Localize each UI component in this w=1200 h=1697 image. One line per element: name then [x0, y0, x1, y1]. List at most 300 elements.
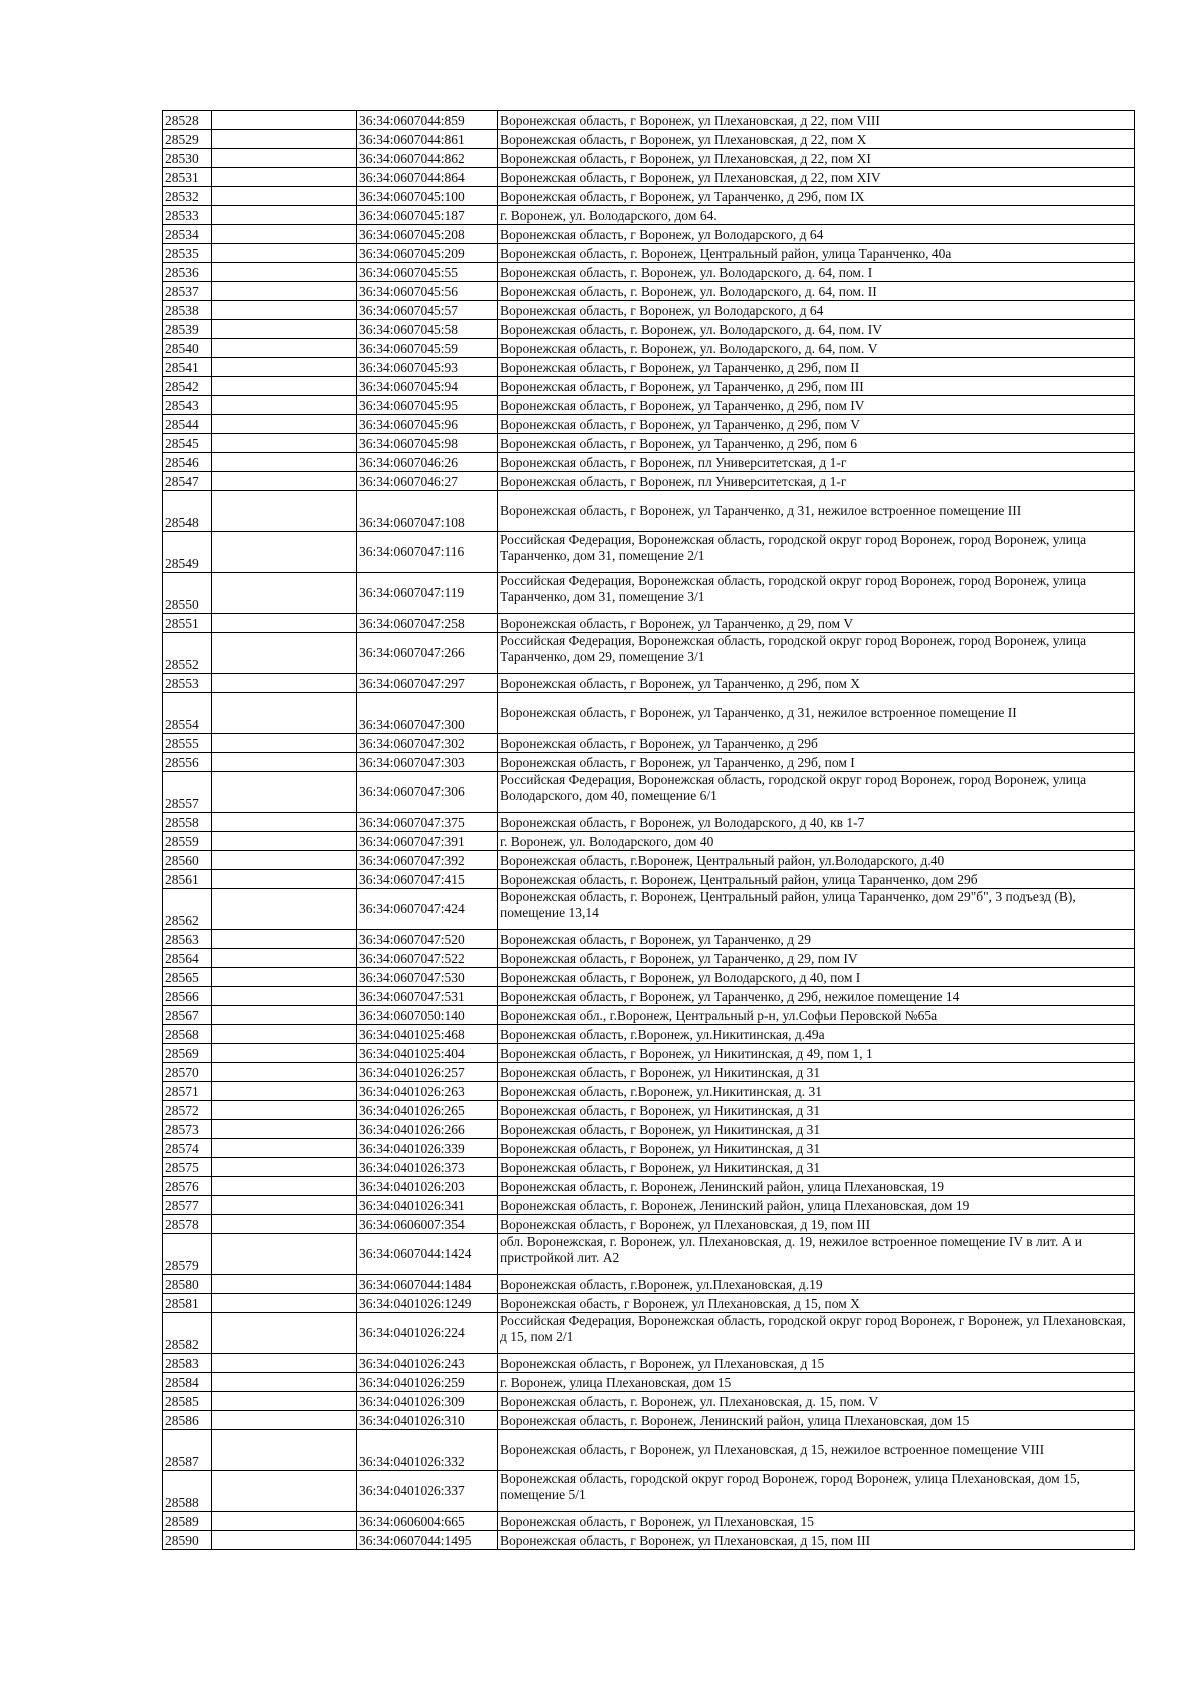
- row-number-cell: 28560: [163, 851, 212, 870]
- cadastral-number-cell: 36:34:0607047:116: [357, 532, 498, 573]
- row-number-cell: 28569: [163, 1044, 212, 1063]
- cadastral-number-cell: 36:34:0401026:337: [357, 1471, 498, 1512]
- cadastral-number-cell: 36:34:0607046:26: [357, 453, 498, 472]
- address-cell: Воронежская область, г Воронеж, ул Плехановская, д 22, пом X: [498, 130, 1135, 149]
- row-number-cell: 28573: [163, 1120, 212, 1139]
- address-cell: Воронежская область, г Воронеж, ул Никитинская, д 31: [498, 1120, 1135, 1139]
- address-cell: Воронежская область, г Воронеж, ул Таранченко, д 31, нежилое встроенное помещение II: [498, 693, 1135, 734]
- empty-cell: [212, 396, 357, 415]
- row-number-cell: 28540: [163, 339, 212, 358]
- address-cell: г. Воронеж, ул. Володарского, дом 64.: [498, 206, 1135, 225]
- empty-cell: [212, 301, 357, 320]
- table-row: [163, 851, 1135, 870]
- cadastral-number-cell: 36:34:0607044:1484: [357, 1275, 498, 1294]
- cadastral-number-cell: 36:34:0607045:208: [357, 225, 498, 244]
- row-number-cell: 28564: [163, 949, 212, 968]
- table-row: [163, 772, 1135, 813]
- address-cell: Воронежская область, г.Воронеж, ул.Плехановская, д.19: [498, 1275, 1135, 1294]
- cadastral-number-cell: 36:34:0401025:404: [357, 1044, 498, 1063]
- empty-cell: [212, 614, 357, 633]
- empty-cell: [212, 987, 357, 1006]
- address-cell: Воронежская область, г. Воронеж, Ленинский район, улица Плехановская, дом 19: [498, 1196, 1135, 1215]
- empty-cell: [212, 930, 357, 949]
- address-cell: Воронежская область, г Воронеж, ул Плехановская, 15: [498, 1512, 1135, 1531]
- table-row: [163, 396, 1135, 415]
- row-number-cell: 28533: [163, 206, 212, 225]
- empty-cell: [212, 1006, 357, 1025]
- cadastral-number-cell: 36:34:0607045:57: [357, 301, 498, 320]
- address-cell: Российская Федерация, Воронежская область, городской округ город Воронеж, город Воронеж, улица Володарского, дом 40, помещение 6/1: [498, 772, 1135, 813]
- address-cell: Воронежская область, г Воронеж, ул Таранченко, д 29б: [498, 734, 1135, 753]
- row-number-cell: 28538: [163, 301, 212, 320]
- row-number-cell: 28536: [163, 263, 212, 282]
- empty-cell: [212, 1512, 357, 1531]
- address-cell: Воронежская область, г Воронеж, ул Никитинская, д 31: [498, 1101, 1135, 1120]
- address-cell: Воронежская область, г Воронеж, ул Плехановская, д 15, нежилое встроенное помещение VIII: [498, 1430, 1135, 1471]
- row-number-cell: 28555: [163, 734, 212, 753]
- table-row: [163, 1044, 1135, 1063]
- table-row: [163, 1215, 1135, 1234]
- empty-cell: [212, 1392, 357, 1411]
- empty-cell: [212, 168, 357, 187]
- empty-cell: [212, 1430, 357, 1471]
- row-number-cell: 28532: [163, 187, 212, 206]
- cadastral-number-cell: 36:34:0607047:415: [357, 870, 498, 889]
- empty-cell: [212, 434, 357, 453]
- empty-cell: [212, 1373, 357, 1392]
- cadastral-number-cell: 36:34:0607047:391: [357, 832, 498, 851]
- cadastral-number-cell: 36:34:0607047:424: [357, 889, 498, 930]
- row-number-cell: 28528: [163, 111, 212, 130]
- table-row: [163, 1430, 1135, 1471]
- cadastral-number-cell: 36:34:0607047:522: [357, 949, 498, 968]
- table-row: [163, 225, 1135, 244]
- address-cell: Воронежская область, г. Воронеж, Центральный район, улица Таранченко, дом 29"б", 3 подъезд (В), помещение 13,14: [498, 889, 1135, 930]
- cadastral-number-cell: 36:34:0401026:263: [357, 1082, 498, 1101]
- address-cell: Воронежская область, г Воронеж, ул Таранченко, д 29б, пом III: [498, 377, 1135, 396]
- address-cell: обл. Воронежская, г. Воронеж, ул. Плехановская, д. 19, нежилое встроенное помещение IV в лит. А и пристройкой лит. А2: [498, 1234, 1135, 1275]
- row-number-cell: 28579: [163, 1234, 212, 1275]
- address-cell: Воронежская область, г. Воронеж, ул. Плехановская, д. 15, пом. V: [498, 1392, 1135, 1411]
- row-number-cell: 28557: [163, 772, 212, 813]
- row-number-cell: 28590: [163, 1531, 212, 1550]
- empty-cell: [212, 1313, 357, 1354]
- row-number-cell: 28577: [163, 1196, 212, 1215]
- cadastral-number-cell: 36:34:0401026:309: [357, 1392, 498, 1411]
- table-row: [163, 301, 1135, 320]
- row-number-cell: 28570: [163, 1063, 212, 1082]
- cadastral-number-cell: 36:34:0401026:341: [357, 1196, 498, 1215]
- cadastral-number-cell: 36:34:0607045:96: [357, 415, 498, 434]
- table-row: [163, 263, 1135, 282]
- row-number-cell: 28576: [163, 1177, 212, 1196]
- row-number-cell: 28559: [163, 832, 212, 851]
- table-row: [163, 453, 1135, 472]
- address-cell: Воронежская область, г Воронеж, ул Таранченко, д 31, нежилое встроенное помещение III: [498, 491, 1135, 532]
- row-number-cell: 28575: [163, 1158, 212, 1177]
- cadastral-number-cell: 36:34:0401026:339: [357, 1139, 498, 1158]
- table-row: [163, 753, 1135, 772]
- address-cell: Воронежская область, г Воронеж, ул Плехановская, д 22, пом XIV: [498, 168, 1135, 187]
- table-row: [163, 1063, 1135, 1082]
- table-row: [163, 1512, 1135, 1531]
- cadastral-number-cell: 36:34:0607047:303: [357, 753, 498, 772]
- table-row: [163, 434, 1135, 453]
- row-number-cell: 28580: [163, 1275, 212, 1294]
- empty-cell: [212, 1294, 357, 1313]
- table-row: [163, 244, 1135, 263]
- registry-table-body: [163, 111, 1135, 1550]
- address-cell: Воронежская область, г Воронеж, ул Таранченко, д 29б, нежилое помещение 14: [498, 987, 1135, 1006]
- empty-cell: [212, 206, 357, 225]
- address-cell: Воронежская область, г.Воронеж, ул.Никитинская, д. 31: [498, 1082, 1135, 1101]
- cadastral-number-cell: 36:34:0607044:859: [357, 111, 498, 130]
- table-row: [163, 1101, 1135, 1120]
- empty-cell: [212, 472, 357, 491]
- empty-cell: [212, 1354, 357, 1373]
- cadastral-number-cell: 36:34:0607044:862: [357, 149, 498, 168]
- cadastral-number-cell: 36:34:0607045:98: [357, 434, 498, 453]
- cadastral-number-cell: 36:34:0401026:203: [357, 1177, 498, 1196]
- table-row: [163, 889, 1135, 930]
- address-cell: Воронежская обасть, г Воронеж, ул Плехановская, д 15, пом X: [498, 1294, 1135, 1313]
- address-cell: Воронежская область, г. Воронеж, Ленинский район, улица Плехановская, дом 15: [498, 1411, 1135, 1430]
- row-number-cell: 28542: [163, 377, 212, 396]
- empty-cell: [212, 674, 357, 693]
- cadastral-number-cell: 36:34:0401026:243: [357, 1354, 498, 1373]
- empty-cell: [212, 813, 357, 832]
- table-row: [163, 1120, 1135, 1139]
- table-row: [163, 1313, 1135, 1354]
- table-row: [163, 633, 1135, 674]
- empty-cell: [212, 453, 357, 472]
- empty-cell: [212, 263, 357, 282]
- empty-cell: [212, 1531, 357, 1550]
- empty-cell: [212, 832, 357, 851]
- cadastral-number-cell: 36:34:0607047:258: [357, 614, 498, 633]
- empty-cell: [212, 1044, 357, 1063]
- table-row: [163, 674, 1135, 693]
- table-row: [163, 1471, 1135, 1512]
- address-cell: Воронежская область, г Воронеж, ул Плехановская, д 15: [498, 1354, 1135, 1373]
- empty-cell: [212, 358, 357, 377]
- table-row: [163, 168, 1135, 187]
- address-cell: Российская Федерация, Воронежская область, городской округ город Воронеж, город Воронеж, улица Таранченко, дом 31, помещение 2/1: [498, 532, 1135, 573]
- empty-cell: [212, 870, 357, 889]
- table-row: [163, 1392, 1135, 1411]
- cadastral-number-cell: 36:34:0607047:392: [357, 851, 498, 870]
- table-row: [163, 491, 1135, 532]
- table-row: [163, 1531, 1135, 1550]
- row-number-cell: 28566: [163, 987, 212, 1006]
- table-row: [163, 573, 1135, 614]
- cadastral-number-cell: 36:34:0607044:861: [357, 130, 498, 149]
- address-cell: Воронежская область, г Воронеж, ул Никитинская, д 31: [498, 1063, 1135, 1082]
- cadastral-number-cell: 36:34:0607045:93: [357, 358, 498, 377]
- row-number-cell: 28582: [163, 1313, 212, 1354]
- table-row: [163, 1373, 1135, 1392]
- table-row: [163, 1006, 1135, 1025]
- address-cell: Воронежская область, г. Воронеж, Ленинский район, улица Плехановская, 19: [498, 1177, 1135, 1196]
- empty-cell: [212, 415, 357, 434]
- row-number-cell: 28571: [163, 1082, 212, 1101]
- address-cell: Воронежская область, г Воронеж, ул Никитинская, д 49, пом 1, 1: [498, 1044, 1135, 1063]
- cadastral-number-cell: 36:34:0607047:297: [357, 674, 498, 693]
- table-row: [163, 206, 1135, 225]
- empty-cell: [212, 633, 357, 674]
- cadastral-number-cell: 36:34:0607047:306: [357, 772, 498, 813]
- table-row: [163, 282, 1135, 301]
- table-row: [163, 1354, 1135, 1373]
- empty-cell: [212, 111, 357, 130]
- cadastral-number-cell: 36:34:0401026:373: [357, 1158, 498, 1177]
- cadastral-number-cell: 36:34:0607045:56: [357, 282, 498, 301]
- empty-cell: [212, 1063, 357, 1082]
- table-row: [163, 614, 1135, 633]
- row-number-cell: 28548: [163, 491, 212, 532]
- table-row: [163, 813, 1135, 832]
- row-number-cell: 28541: [163, 358, 212, 377]
- cadastral-number-cell: 36:34:0607045:59: [357, 339, 498, 358]
- cadastral-number-cell: 36:34:0607045:187: [357, 206, 498, 225]
- address-cell: Воронежская область, г Воронеж, ул Плехановская, д 15, пом III: [498, 1531, 1135, 1550]
- cadastral-number-cell: 36:34:0607045:58: [357, 320, 498, 339]
- table-row: [163, 358, 1135, 377]
- address-cell: Воронежская область, г.Воронеж, ул.Никитинская, д.49а: [498, 1025, 1135, 1044]
- empty-cell: [212, 1082, 357, 1101]
- row-number-cell: 28552: [163, 633, 212, 674]
- empty-cell: [212, 1025, 357, 1044]
- cadastral-number-cell: 36:34:0607047:530: [357, 968, 498, 987]
- cadastral-number-cell: 36:34:0607050:140: [357, 1006, 498, 1025]
- cadastral-number-cell: 36:34:0401025:468: [357, 1025, 498, 1044]
- address-cell: Воронежская область, г Воронеж, ул Таранченко, д 29, пом IV: [498, 949, 1135, 968]
- address-cell: Воронежская область, г Воронеж, ул Володарского, д 40, кв 1-7: [498, 813, 1135, 832]
- table-row: [163, 870, 1135, 889]
- address-cell: Воронежская область, г Воронеж, пл Университетская, д 1-г: [498, 453, 1135, 472]
- cadastral-number-cell: 36:34:0607046:27: [357, 472, 498, 491]
- empty-cell: [212, 693, 357, 734]
- row-number-cell: 28563: [163, 930, 212, 949]
- address-cell: Российская Федерация, Воронежская область, городской округ город Воронеж, г Воронеж, ул Плехановская, д 15, пом 2/1: [498, 1313, 1135, 1354]
- empty-cell: [212, 1471, 357, 1512]
- address-cell: Воронежская область, г Воронеж, ул Плехановская, д 22, пом XI: [498, 149, 1135, 168]
- cadastral-number-cell: 36:34:0401026:266: [357, 1120, 498, 1139]
- row-number-cell: 28551: [163, 614, 212, 633]
- row-number-cell: 28567: [163, 1006, 212, 1025]
- cadastral-number-cell: 36:34:0401026:332: [357, 1430, 498, 1471]
- cadastral-number-cell: 36:34:0607045:55: [357, 263, 498, 282]
- row-number-cell: 28585: [163, 1392, 212, 1411]
- table-row: [163, 693, 1135, 734]
- row-number-cell: 28550: [163, 573, 212, 614]
- address-cell: Воронежская область, г Воронеж, ул Никитинская, д 31: [498, 1158, 1135, 1177]
- empty-cell: [212, 149, 357, 168]
- table-row: [163, 149, 1135, 168]
- row-number-cell: 28535: [163, 244, 212, 263]
- table-row: [163, 1082, 1135, 1101]
- cadastral-number-cell: 36:34:0607047:302: [357, 734, 498, 753]
- row-number-cell: 28588: [163, 1471, 212, 1512]
- cadastral-number-cell: 36:34:0401026:1249: [357, 1294, 498, 1313]
- cadastral-number-cell: 36:34:0401026:265: [357, 1101, 498, 1120]
- address-cell: Российская Федерация, Воронежская область, городской округ город Воронеж, город Воронеж, улица Таранченко, дом 29, помещение 3/1: [498, 633, 1135, 674]
- address-cell: Воронежская область, г Воронеж, ул Плехановская, д 19, пом III: [498, 1215, 1135, 1234]
- table-row: [163, 930, 1135, 949]
- address-cell: Воронежская область, г Воронеж, ул Плехановская, д 22, пом VIII: [498, 111, 1135, 130]
- address-cell: Воронежская область, г.Воронеж, Центральный район, ул.Володарского, д.40: [498, 851, 1135, 870]
- empty-cell: [212, 968, 357, 987]
- address-cell: Воронежская область, г Воронеж, ул Таранченко, д 29б, пом V: [498, 415, 1135, 434]
- empty-cell: [212, 1275, 357, 1294]
- empty-cell: [212, 573, 357, 614]
- row-number-cell: 28549: [163, 532, 212, 573]
- table-row: [163, 111, 1135, 130]
- table-row: [163, 415, 1135, 434]
- row-number-cell: 28544: [163, 415, 212, 434]
- cadastral-number-cell: 36:34:0607047:531: [357, 987, 498, 1006]
- row-number-cell: 28568: [163, 1025, 212, 1044]
- address-cell: Воронежская область, г Воронеж, ул Таранченко, д 29б, пом IV: [498, 396, 1135, 415]
- cadastral-number-cell: 36:34:0607047:300: [357, 693, 498, 734]
- row-number-cell: 28572: [163, 1101, 212, 1120]
- empty-cell: [212, 320, 357, 339]
- empty-cell: [212, 1411, 357, 1430]
- cadastral-number-cell: 36:34:0607047:375: [357, 813, 498, 832]
- table-row: [163, 1177, 1135, 1196]
- table-row: [163, 1275, 1135, 1294]
- address-cell: Воронежская область, г Воронеж, ул Таранченко, д 29б, пом I: [498, 753, 1135, 772]
- table-row: [163, 1139, 1135, 1158]
- row-number-cell: 28586: [163, 1411, 212, 1430]
- empty-cell: [212, 187, 357, 206]
- cadastral-number-cell: 36:34:0607047:108: [357, 491, 498, 532]
- row-number-cell: 28534: [163, 225, 212, 244]
- row-number-cell: 28556: [163, 753, 212, 772]
- address-cell: Российская Федерация, Воронежская область, городской округ город Воронеж, город Воронеж, улица Таранченко, дом 31, помещение 3/1: [498, 573, 1135, 614]
- empty-cell: [212, 889, 357, 930]
- cadastral-number-cell: 36:34:0607045:100: [357, 187, 498, 206]
- empty-cell: [212, 851, 357, 870]
- row-number-cell: 28531: [163, 168, 212, 187]
- row-number-cell: 28529: [163, 130, 212, 149]
- address-cell: г. Воронеж, улица Плехановская, дом 15: [498, 1373, 1135, 1392]
- row-number-cell: 28545: [163, 434, 212, 453]
- empty-cell: [212, 1215, 357, 1234]
- address-cell: Воронежская область, г Воронеж, ул Никитинская, д 31: [498, 1139, 1135, 1158]
- table-row: [163, 949, 1135, 968]
- address-cell: г. Воронеж, ул. Володарского, дом 40: [498, 832, 1135, 851]
- table-row: [163, 377, 1135, 396]
- cadastral-number-cell: 36:34:0607045:94: [357, 377, 498, 396]
- row-number-cell: 28589: [163, 1512, 212, 1531]
- table-row: [163, 1158, 1135, 1177]
- empty-cell: [212, 1177, 357, 1196]
- empty-cell: [212, 339, 357, 358]
- address-cell: Воронежская область, г. Воронеж, ул. Володарского, д. 64, пом. II: [498, 282, 1135, 301]
- empty-cell: [212, 1158, 357, 1177]
- address-cell: Воронежская область, г Воронеж, ул Таранченко, д 29: [498, 930, 1135, 949]
- cadastral-number-cell: 36:34:0607047:520: [357, 930, 498, 949]
- empty-cell: [212, 377, 357, 396]
- row-number-cell: 28584: [163, 1373, 212, 1392]
- empty-cell: [212, 130, 357, 149]
- cadastral-number-cell: 36:34:0401026:310: [357, 1411, 498, 1430]
- address-cell: Воронежская обл., г.Воронеж, Центральный р-н, ул.Софьи Перовской №65а: [498, 1006, 1135, 1025]
- address-cell: Воронежская область, г Воронеж, ул Володарского, д 64: [498, 225, 1135, 244]
- table-row: [163, 832, 1135, 851]
- row-number-cell: 28574: [163, 1139, 212, 1158]
- cadastral-number-cell: 36:34:0607047:266: [357, 633, 498, 674]
- table-row: [163, 320, 1135, 339]
- row-number-cell: 28554: [163, 693, 212, 734]
- table-row: [163, 734, 1135, 753]
- row-number-cell: 28565: [163, 968, 212, 987]
- empty-cell: [212, 1234, 357, 1275]
- row-number-cell: 28530: [163, 149, 212, 168]
- cadastral-number-cell: 36:34:0607045:209: [357, 244, 498, 263]
- address-cell: Воронежская область, г Воронеж, ул Таранченко, д 29, пом V: [498, 614, 1135, 633]
- cadastral-number-cell: 36:34:0606004:665: [357, 1512, 498, 1531]
- address-cell: Воронежская область, г Воронеж, ул Таранченко, д 29б, пом X: [498, 674, 1135, 693]
- cadastral-number-cell: 36:34:0607047:119: [357, 573, 498, 614]
- cadastral-number-cell: 36:34:0401026:224: [357, 1313, 498, 1354]
- cadastral-number-cell: 36:34:0607044:1495: [357, 1531, 498, 1550]
- row-number-cell: 28578: [163, 1215, 212, 1234]
- table-row: [163, 472, 1135, 491]
- table-row: [163, 987, 1135, 1006]
- empty-cell: [212, 1139, 357, 1158]
- empty-cell: [212, 949, 357, 968]
- address-cell: Воронежская область, г. Воронеж, ул. Володарского, д. 64, пом. I: [498, 263, 1135, 282]
- address-cell: Воронежская область, г Воронеж, пл Университетская, д 1-г: [498, 472, 1135, 491]
- empty-cell: [212, 282, 357, 301]
- table-row: [163, 1025, 1135, 1044]
- address-cell: Воронежская область, г Воронеж, ул Таранченко, д 29б, пом 6: [498, 434, 1135, 453]
- row-number-cell: 28583: [163, 1354, 212, 1373]
- table-row: [163, 187, 1135, 206]
- table-row: [163, 1294, 1135, 1313]
- cadastral-number-cell: 36:34:0606007:354: [357, 1215, 498, 1234]
- registry-table: [162, 110, 1135, 1550]
- address-cell: Воронежская область, г Воронеж, ул Володарского, д 40, пом I: [498, 968, 1135, 987]
- cadastral-number-cell: 36:34:0607045:95: [357, 396, 498, 415]
- cadastral-number-cell: 36:34:0401026:257: [357, 1063, 498, 1082]
- table-row: [163, 130, 1135, 149]
- table-row: [163, 1196, 1135, 1215]
- row-number-cell: 28558: [163, 813, 212, 832]
- empty-cell: [212, 244, 357, 263]
- table-row: [163, 532, 1135, 573]
- row-number-cell: 28539: [163, 320, 212, 339]
- row-number-cell: 28553: [163, 674, 212, 693]
- address-cell: Воронежская область, г. Воронеж, Центральный район, улица Таранченко, 40а: [498, 244, 1135, 263]
- empty-cell: [212, 225, 357, 244]
- table-row: [163, 1234, 1135, 1275]
- address-cell: Воронежская область, г. Воронеж, Центральный район, улица Таранченко, дом 29б: [498, 870, 1135, 889]
- address-cell: Воронежская область, городской округ город Воронеж, город Воронеж, улица Плехановская, дом 15, помещение 5/1: [498, 1471, 1135, 1512]
- table-row: [163, 339, 1135, 358]
- empty-cell: [212, 1101, 357, 1120]
- empty-cell: [212, 734, 357, 753]
- address-cell: Воронежская область, г Воронеж, ул Таранченко, д 29б, пом II: [498, 358, 1135, 377]
- address-cell: Воронежская область, г Воронеж, ул Таранченко, д 29б, пом IX: [498, 187, 1135, 206]
- empty-cell: [212, 491, 357, 532]
- row-number-cell: 28547: [163, 472, 212, 491]
- row-number-cell: 28543: [163, 396, 212, 415]
- cadastral-number-cell: 36:34:0607044:1424: [357, 1234, 498, 1275]
- row-number-cell: 28587: [163, 1430, 212, 1471]
